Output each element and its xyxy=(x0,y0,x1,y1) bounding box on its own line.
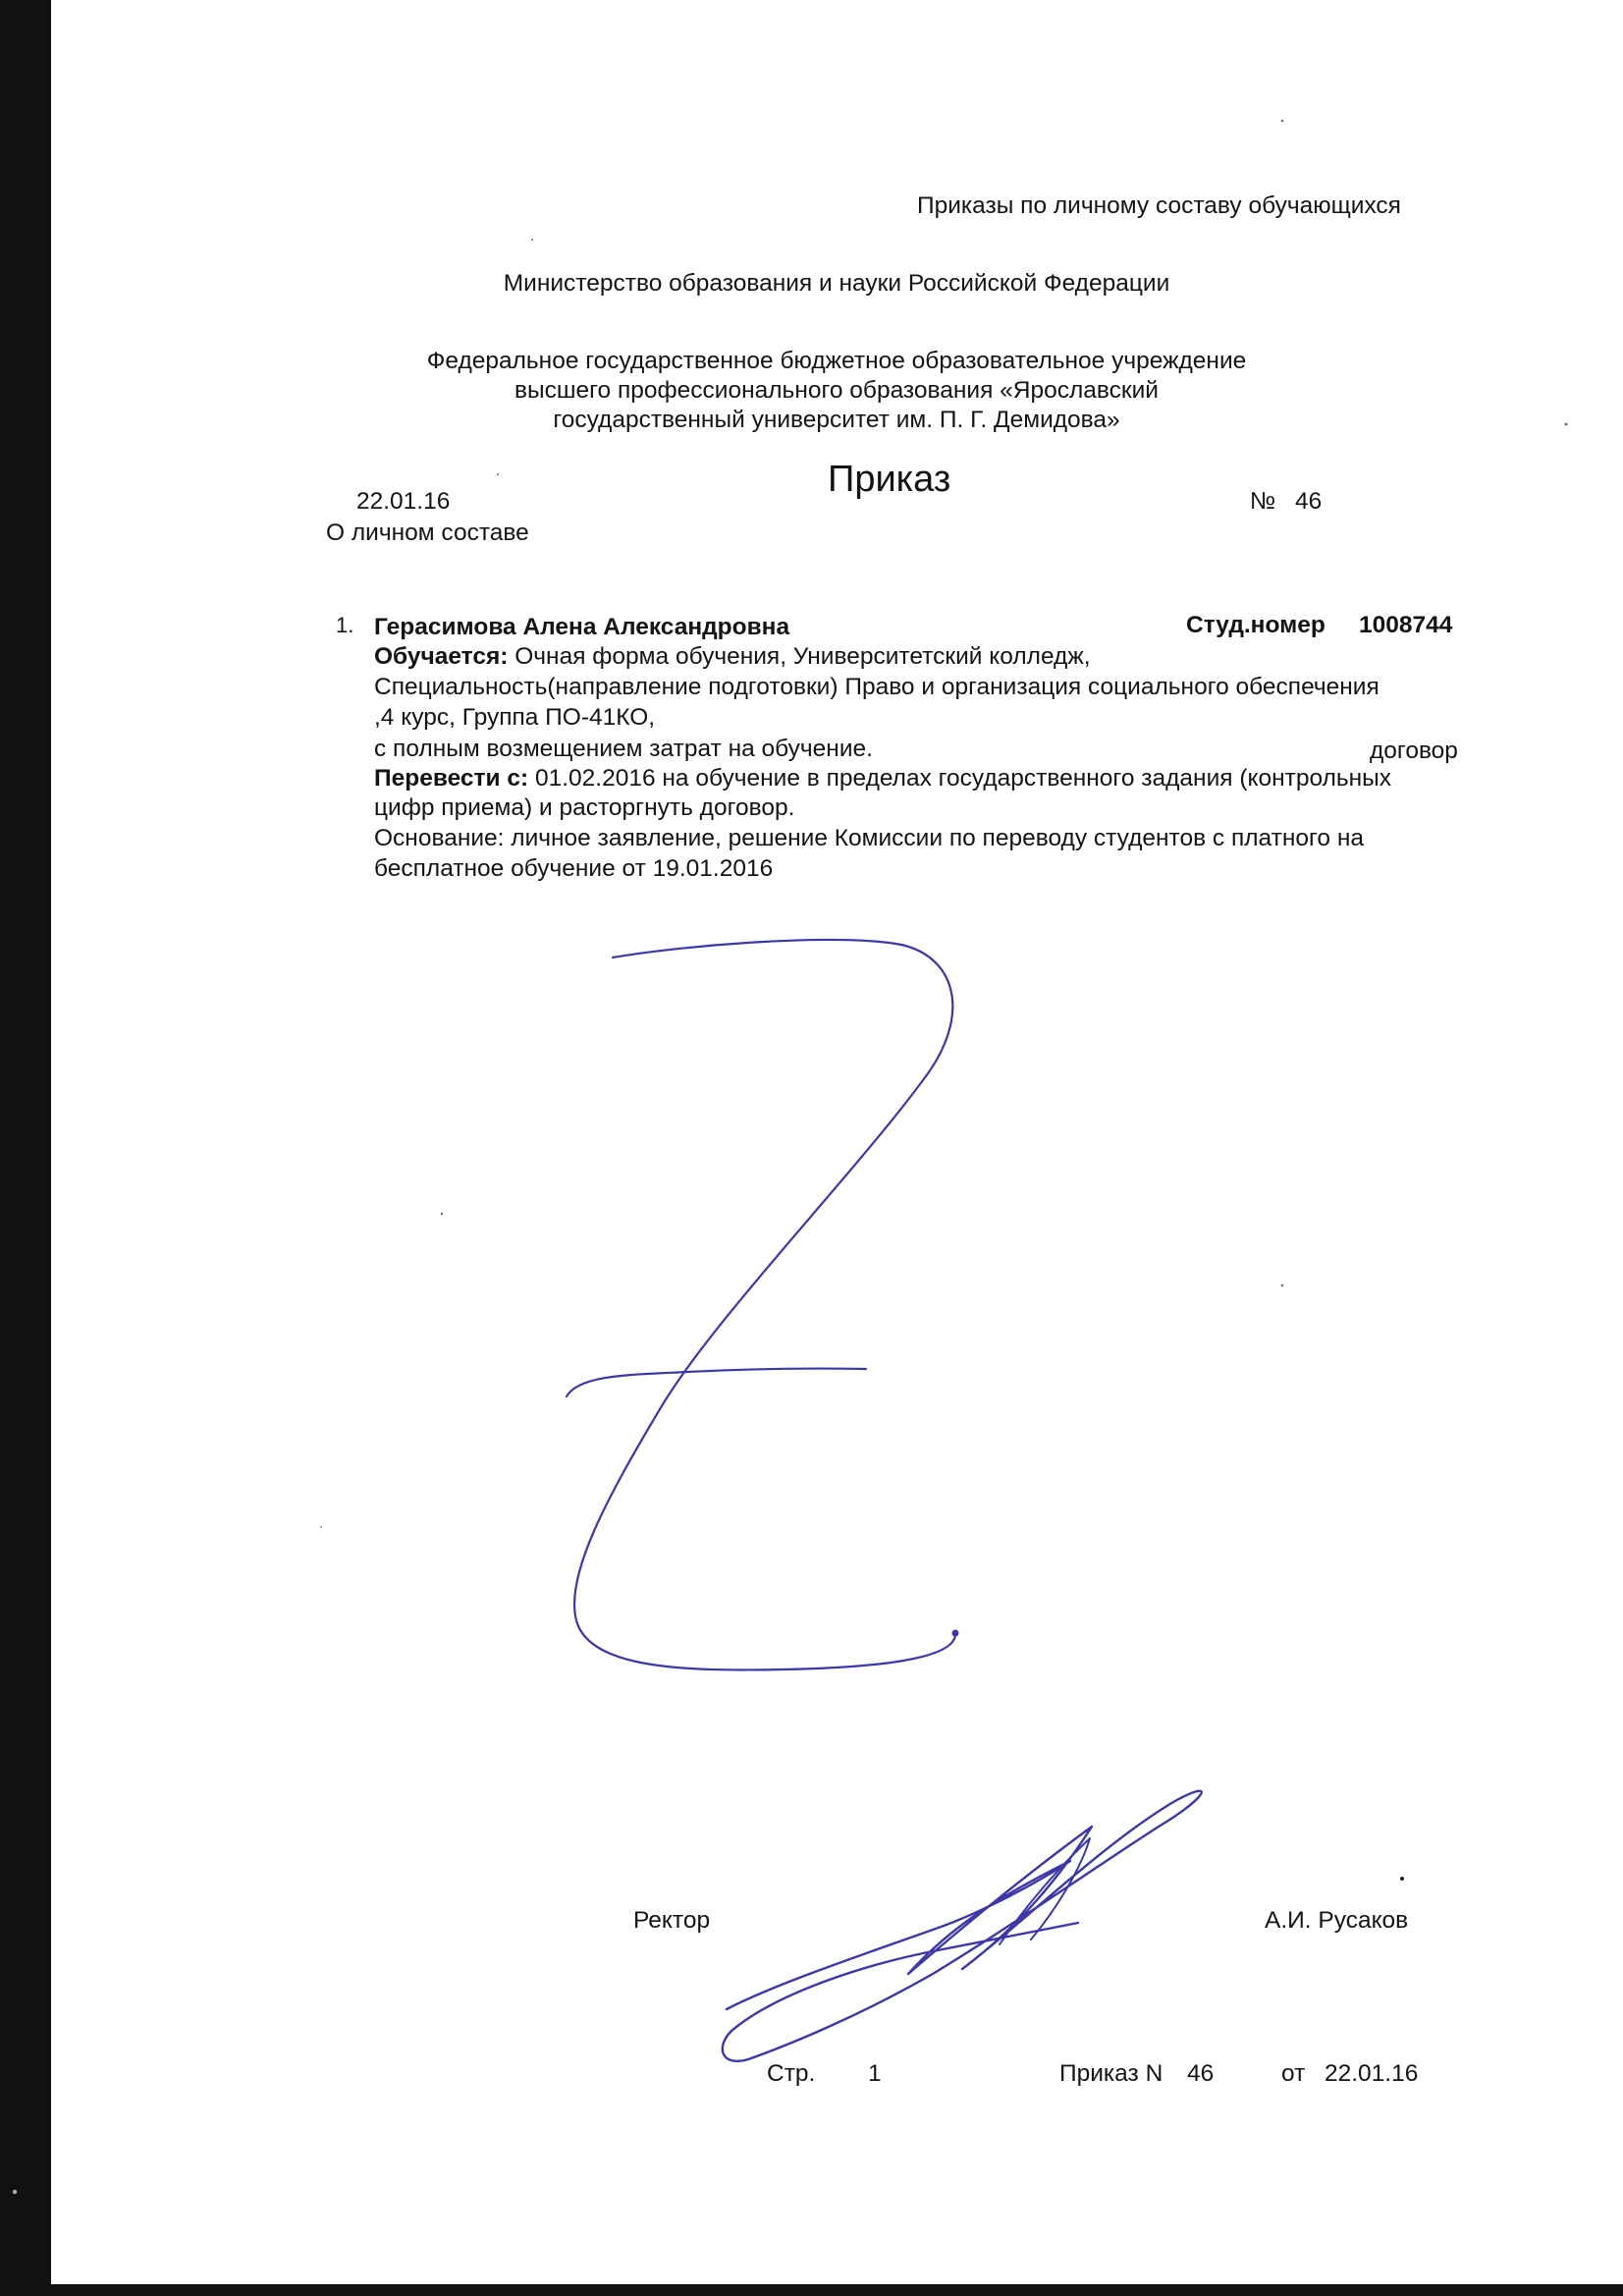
item-index: 1. xyxy=(336,613,354,637)
studies-text: Очная форма обучения, Университетский колледж, xyxy=(514,643,1091,670)
order-number-label: № xyxy=(1250,488,1276,515)
transfer-text: 01.02.2016 на обучение в пределах государственного задания (контрольных xyxy=(534,765,1392,792)
footer-date: 22.01.16 xyxy=(1325,2060,1419,2087)
course-line: ,4 курс, Группа ПО-41КО, xyxy=(374,704,656,731)
section-heading: Приказы по личному составу обучающихся xyxy=(917,192,1401,219)
signatory-position: Ректор xyxy=(633,1907,711,1934)
student-number: 1008744 xyxy=(1359,612,1453,638)
studies-label: Обучается: xyxy=(374,643,509,670)
scan-border xyxy=(0,2284,1623,2296)
specialty-line: Специальность(направление подготовки) Право и организация социального обеспечения xyxy=(374,674,1380,700)
footer-page-number: 1 xyxy=(868,2060,882,2087)
footer-order-label: Приказ N xyxy=(1059,2060,1163,2087)
basis-line-2: бесплатное обучение от 19.01.2016 xyxy=(374,855,774,882)
rector-signature xyxy=(723,1791,1202,2061)
institution-line-2: высшего профессионального образования «Ярославский xyxy=(514,377,1159,404)
footer-date-label: от xyxy=(1281,2060,1306,2087)
student-number-label: Студ.номер xyxy=(1186,612,1325,638)
order-title: Приказ xyxy=(828,459,951,500)
ministry-name: Министерство образования и науки Российской Федерации xyxy=(503,270,1170,297)
footer-order-number: 46 xyxy=(1187,2060,1215,2087)
basis-line-1: Основание: личное заявление, решение Комиссии по переводу студентов с платного на xyxy=(374,825,1364,851)
cross-out-ink-dot xyxy=(952,1630,959,1637)
payment-line: с полным возмещением затрат на обучение. xyxy=(374,736,873,762)
institution-line-1: Федеральное государственное бюджетное образовательное учреждение xyxy=(426,348,1247,374)
institution-line-3: государственный университет им. П. Г. Демидова» xyxy=(553,407,1120,433)
transfer-text-continued: цифр приема) и расторгнуть договор. xyxy=(374,794,795,821)
footer-page-label: Стр. xyxy=(767,2060,816,2087)
order-date: 22.01.16 xyxy=(356,488,451,515)
transfer-label: Перевести с: xyxy=(374,765,529,792)
signatory-name: А.И. Русаков xyxy=(1265,1907,1409,1934)
student-name: Герасимова Алена Александровна xyxy=(374,614,790,640)
order-subject: О личном составе xyxy=(326,519,529,546)
contract-label: договор xyxy=(1370,738,1458,764)
cross-out-stroke xyxy=(574,940,955,1669)
order-number: 46 xyxy=(1295,488,1323,515)
cross-out-crossbar xyxy=(567,1369,866,1396)
